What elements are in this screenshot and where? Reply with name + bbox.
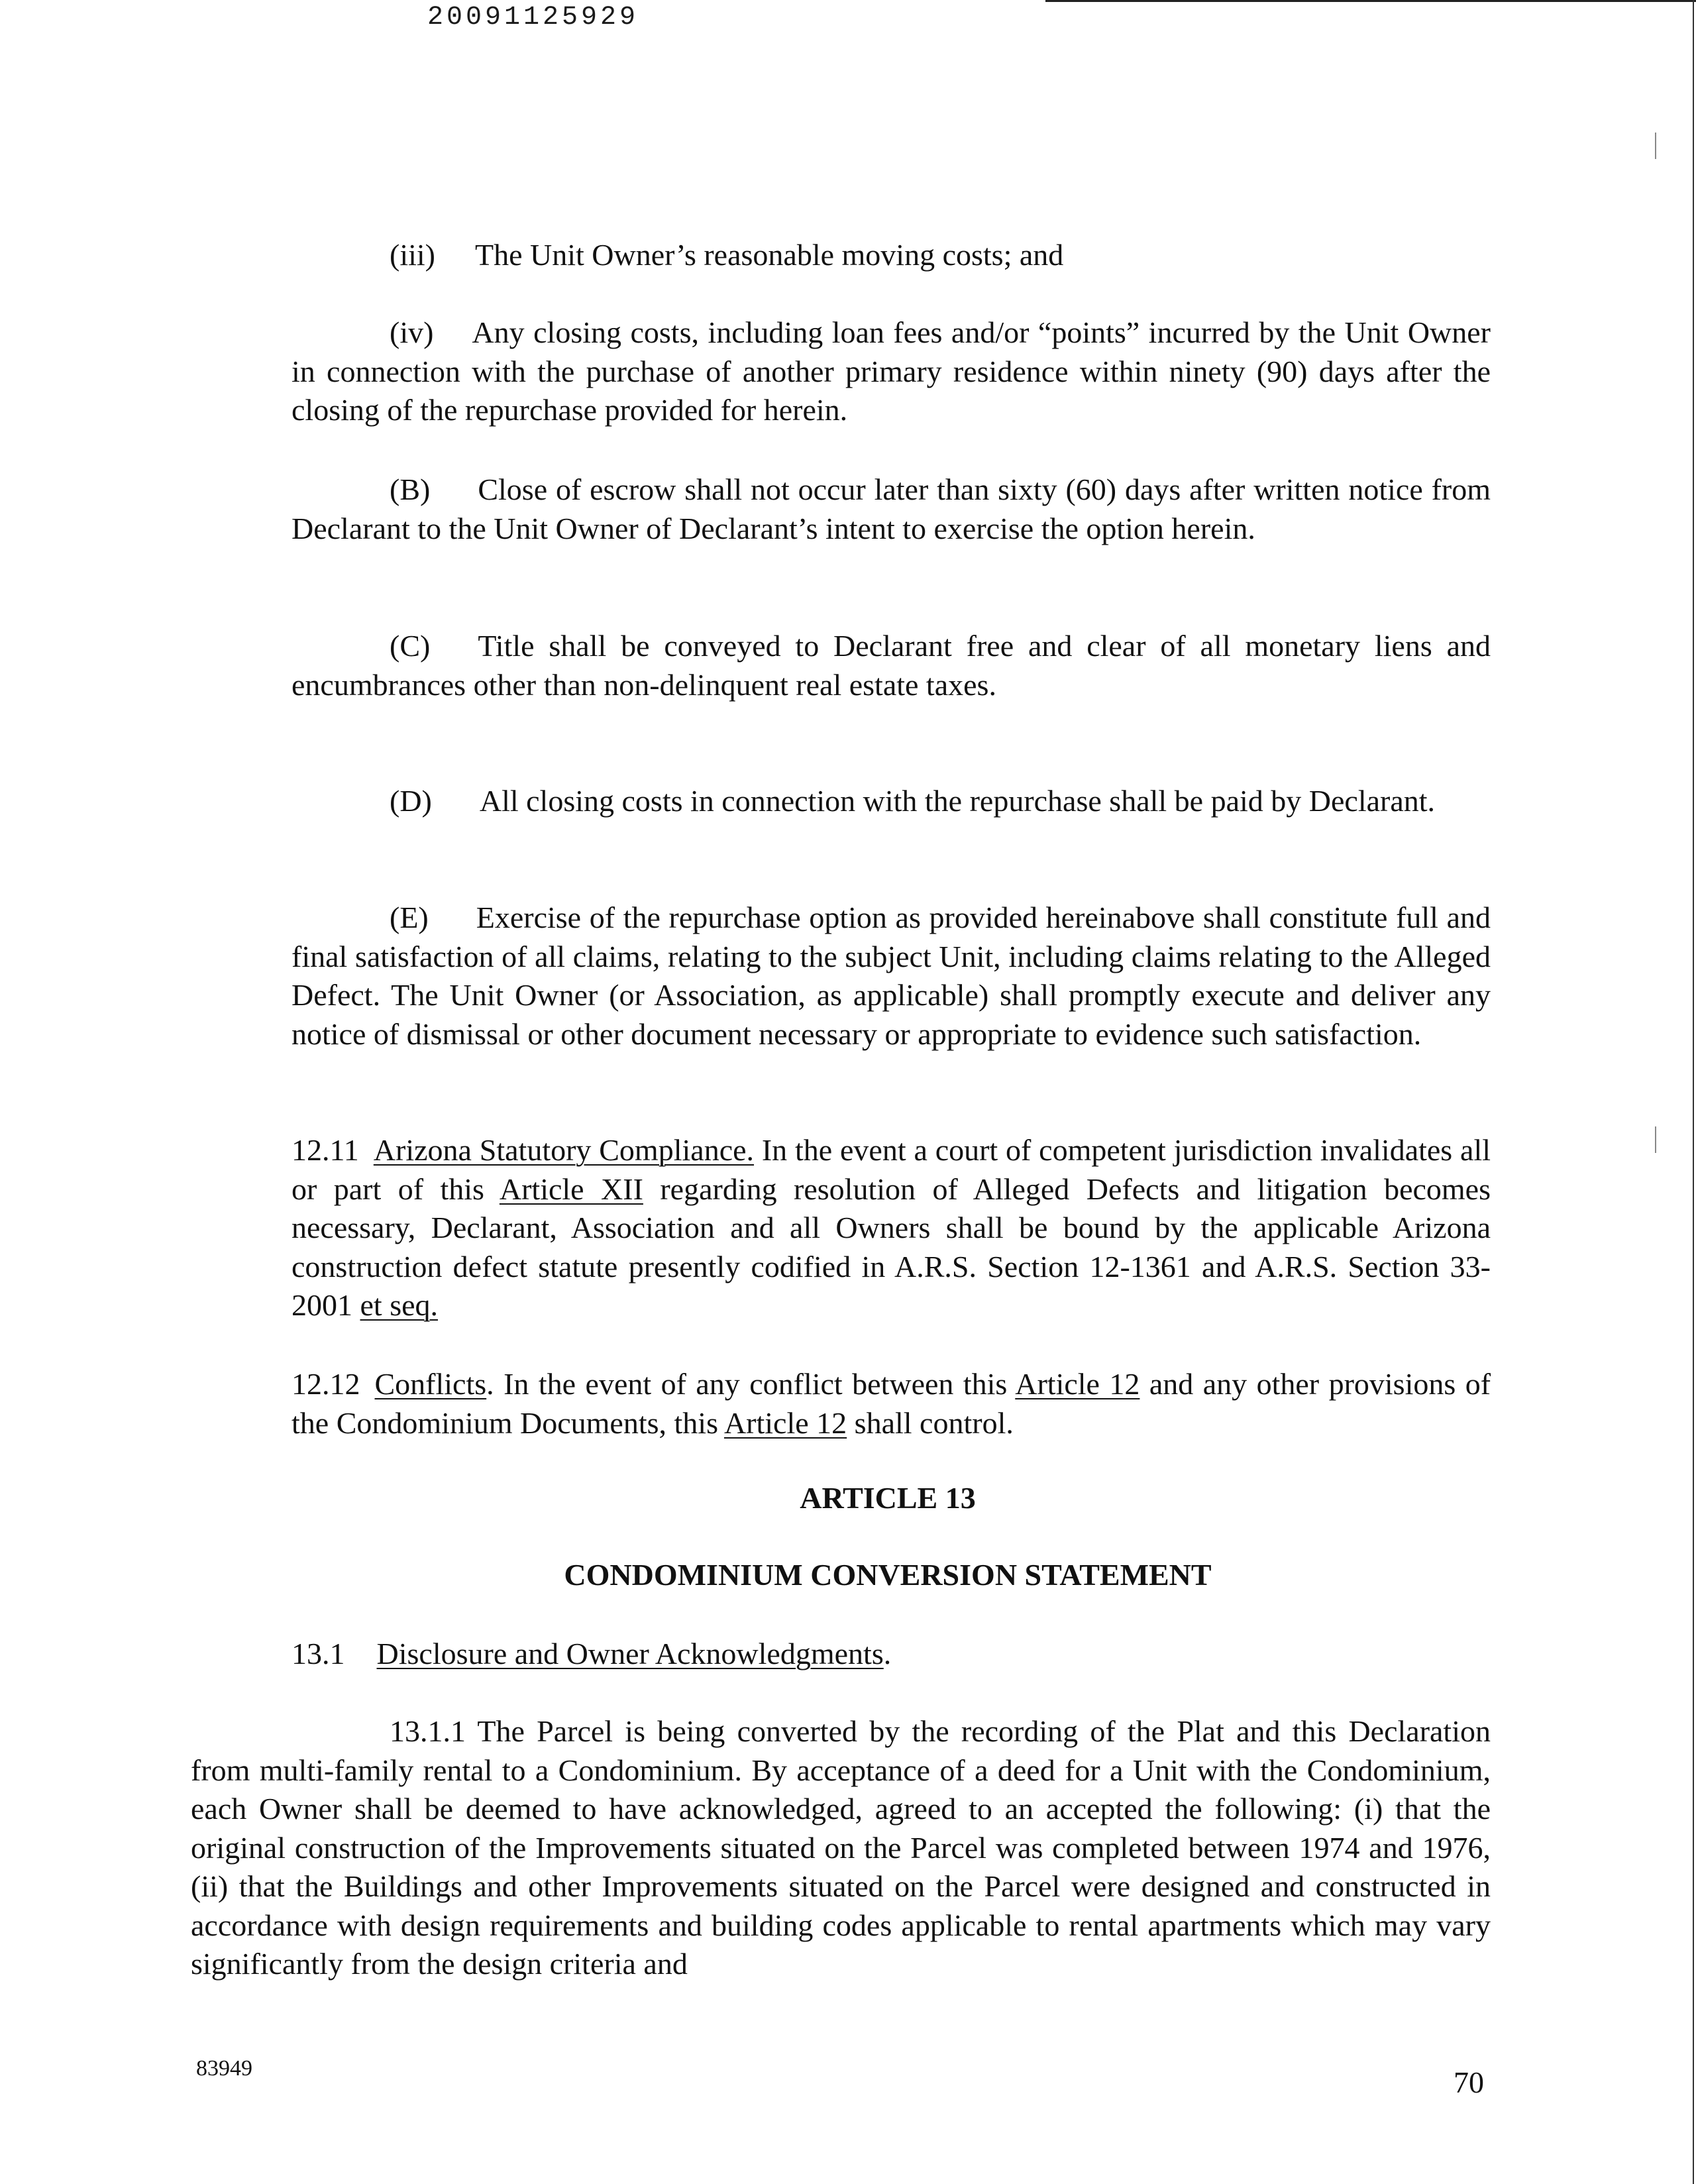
paragraph-text: All closing costs in connection with the repurchase shall be paid by Declarant. [479,784,1436,818]
paragraph-iv [292,313,1491,430]
section-12-11 [292,1131,1491,1325]
paragraph-d [292,782,1491,821]
section-number: 12.12 [292,1367,360,1401]
paragraph-text: Exercise of the repurchase option as provided hereinabove shall constitute full and final satisfaction of all claims, relating to the subject Unit, including claims relating to the Alleged Defect. The Unit Owner (or Association, as applicable) shall promptly execute and deliver any notice of dismissal or other document necessary or appropriate to evidence such satisfaction. [292,901,1491,1051]
section-text: In the event a court of competent jurisdiction invalidates all or part of this [292,1133,1491,1206]
section-number: 13.1 [292,1637,345,1670]
section-title: Disclosure and Owner Acknowledgments [376,1637,884,1670]
scan-mark [1655,1126,1656,1153]
footer-document-id: 83949 [196,2056,252,2081]
recording-number: 20091125929 [427,3,639,32]
paragraph-text: Any closing costs, including loan fees and/or “points” incurred by the Unit Owner in connection with the purchase of another primary residence within ninety (90) days after the closing of the repurchase provided for herein. [292,315,1491,427]
list-marker: (iii) [390,238,435,272]
list-marker: (iv) [390,315,434,349]
paragraph-c [292,627,1491,704]
article-title: CONDOMINIUM CONVERSION STATEMENT [564,1558,1212,1592]
paragraph-text: Close of escrow shall not occur later than sixty (60) days after written notice from Declarant to the Unit Owner of Declarant’s intent to exercise the option herein. [292,472,1491,545]
et-seq-reference: et seq. [360,1288,439,1322]
list-marker: (B) [390,472,431,506]
section-title: Arizona Statutory Compliance. [373,1133,755,1167]
article-reference: Article XII [499,1172,643,1206]
article-reference: Article 12 [723,1405,847,1440]
scan-border-top [1045,0,1696,2]
article-reference: Article 12 [1015,1367,1140,1401]
section-text: and any other provisions of the Condominium Documents, this [292,1367,1491,1440]
section-text: The Parcel is being converted by the recording of the Plat and this Declaration from multi-family rental to a Condominium. By acceptance of a deed for a Unit with the Condominium, each Owner shall be deemed to have acknowledged, agreed to an accepted the following: (i) that the original construction of the Improvements situated on the Parcel was completed between 1974 and 1976, (ii) that the Buildings and other Improvements situated on the Parcel were designed and constructed in accordance with design requirements and building codes applicable to rental apartments which may vary significantly from the design criteria and [191,1714,1491,1981]
scan-border-right [1693,0,1694,2184]
section-13-1 [292,1635,1491,1674]
section-number: 12.11 [292,1133,359,1167]
paragraph-e [292,899,1491,1054]
section-12-12 [292,1365,1491,1443]
section-punctuation: . [883,1637,892,1670]
list-marker: (E) [390,901,429,934]
section-13-1-1 [191,1712,1491,1984]
paragraph-text: Title shall be conveyed to Declarant free and clear of all monetary liens and encumbrances other than non-delinquent real estate taxes. [292,629,1491,702]
list-marker: (C) [390,629,431,663]
scan-mark [1655,133,1656,159]
section-text: regarding resolution of Alleged Defects and litigation becomes necessary, Declarant, Association and all Owners shall be bound by the applicable Arizona construction defect statute presently codified in A.R.S. Section 12-1361 and A.R.S. Section 33-2001 [292,1172,1491,1322]
section-text: . In the event of any conflict between this [486,1367,1008,1401]
section-number: 13.1.1 [390,1714,466,1748]
section-text: shall control. [854,1405,1014,1440]
article-heading: ARTICLE 13 [800,1481,976,1515]
list-marker: (D) [390,784,432,818]
paragraph-text: The Unit Owner’s reasonable moving costs; and [474,238,1064,272]
paragraph-b [292,470,1491,548]
paragraph-iii [390,236,1516,275]
page-number: 70 [1454,2065,1484,2099]
section-title: Conflicts [374,1367,487,1401]
